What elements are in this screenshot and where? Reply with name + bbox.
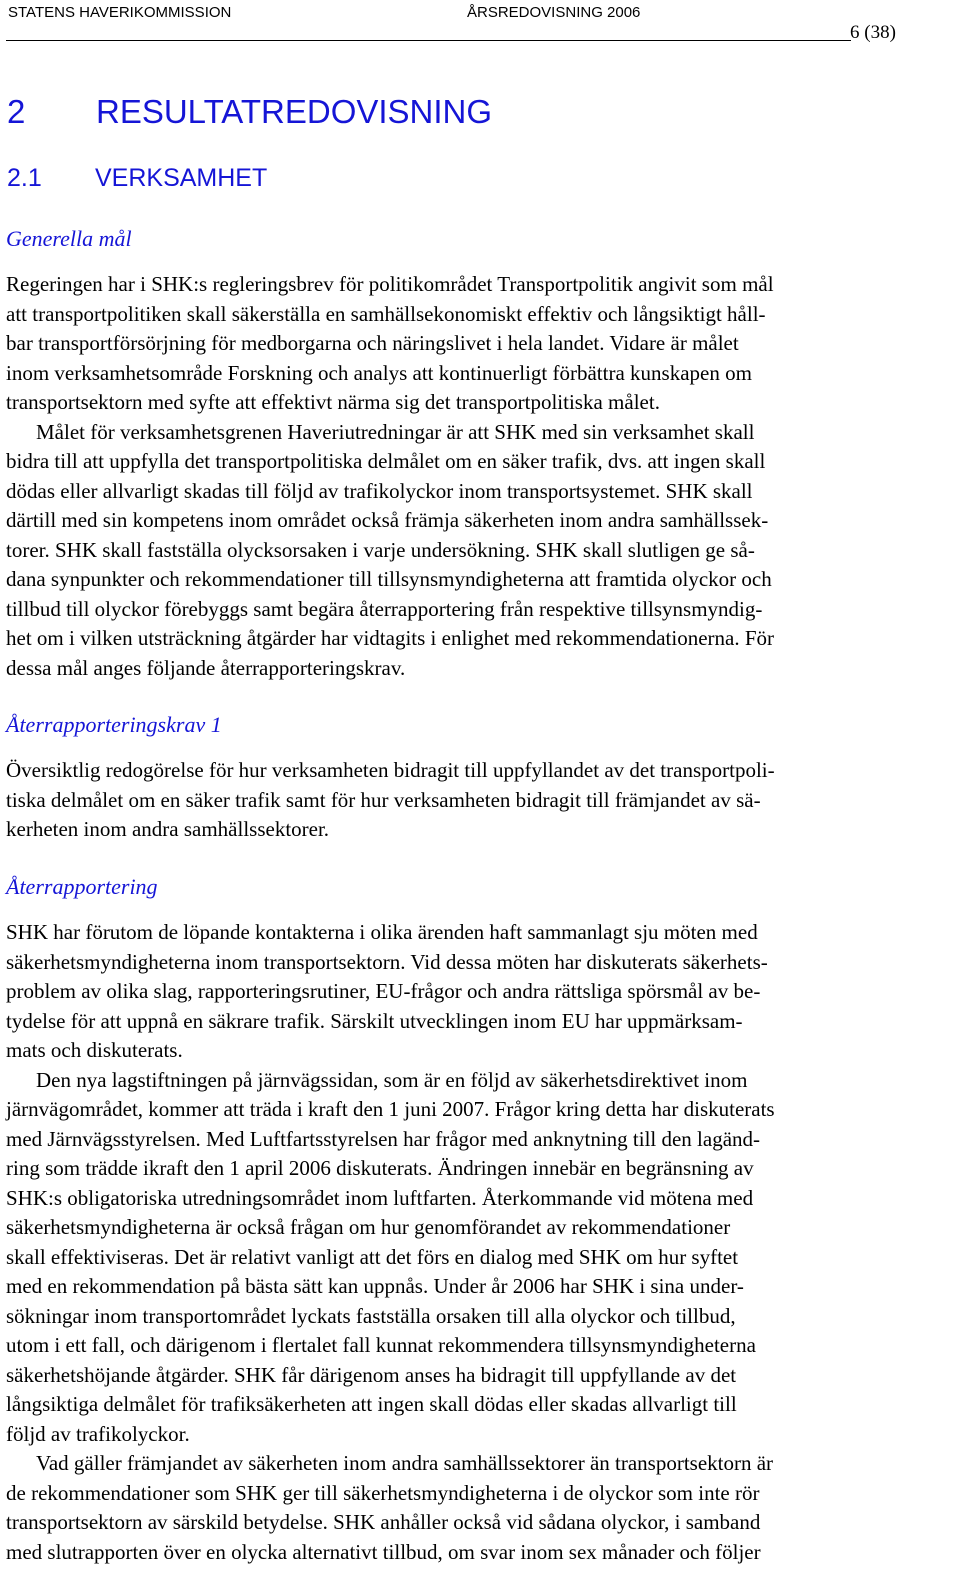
subheading-krav-1: Återrapporteringskrav 1: [6, 712, 222, 737]
paragraph-generella-mal: [6, 270, 946, 683]
text-line: SHK:s obligatoriska utredningsområdet inom luftfarten. Återkommande vid mötena med: [6, 1185, 754, 1210]
text-line: med en rekommendation på bästa sätt kan uppnås. Under år 2006 har SHK i sina under-: [6, 1274, 744, 1298]
text-line: tydelse för att uppnå en säkrare trafik. Särskilt utvecklingen inom EU har uppmärksam-: [6, 1008, 743, 1033]
text-line: att transportpolitiken skall säkerställa en samhällsekonomiskt effektiv och långsiktigt håll-: [6, 301, 766, 326]
header-rule: [6, 40, 851, 41]
text-line: Översiktlig redogörelse för hur verksamheten bidragit till uppfyllandet av det transportpoli-: [6, 758, 775, 782]
text-line: torer. SHK skall fastställa olycksorsaken i varje undersökning. SHK skall slutligen ge så-: [6, 537, 755, 562]
paragraph-aterrapportering: [6, 918, 946, 1567]
text-line: följd av trafikolyckor.: [6, 1421, 190, 1446]
page-number: 6 (38): [850, 22, 896, 43]
text-line: problem av olika slag, rapporteringsrutiner, EU-frågor och andra rättsliga spörsmål av be-: [6, 979, 761, 1003]
text-line: dessa mål anges följande återrapporteringskrav.: [6, 655, 406, 680]
text-line: tiska delmålet om en säker trafik samt för hur verksamheten bidragit till främjandet av sä-: [6, 787, 761, 812]
text-line: kerheten inom andra samhällssektorer.: [6, 817, 330, 841]
heading-1-number: 2: [7, 93, 26, 130]
text-line: het om i vilken utsträckning åtgärder har vidtagits i enlighet med rekommendationerna. För: [6, 626, 775, 650]
text-line: med Järnvägsstyrelsen. Med Luftfartsstyrelsen har frågor med anknytning till den lagänd-: [6, 1126, 761, 1151]
text-line: säkerhetsmyndigheterna inom transportsektorn. Vid dessa möten har diskuterats säkerhets-: [6, 949, 768, 974]
text-line: transportsektorn av särskild betydelse. SHK anhåller också vid sådana olyckor, i samband: [6, 1510, 761, 1534]
header-report-title: ÅRSREDOVISNING 2006: [467, 4, 641, 21]
text-line: de rekommendationer som SHK ger till säkerhetsmyndigheterna i de olyckor som inte rör: [6, 1480, 760, 1505]
text-line: Vad gäller främjandet av säkerheten inom andra samhällssektorer än transportsektorn är: [36, 1451, 774, 1475]
text-line: skall effektiviseras. Det är relativt vanligt att det förs en dialog med SHK om hur syftet: [6, 1244, 739, 1269]
text-line: transportsektorn med syfte att effektivt närma sig det transportpolitiska målet.: [6, 390, 660, 414]
heading-2: [7, 164, 267, 193]
text-line: sökningar inom transportområdet lyckats fastställa orsaken till alla olyckor och tillbud,: [6, 1303, 736, 1328]
text-line: tillbud till olyckor förebyggs samt begära återrapportering från respektive tillsynsmyndig-: [6, 596, 763, 621]
text-line: Målet för verksamhetsgrenen Haveriutredningar är att SHK med sin verksamhet skall: [36, 419, 755, 444]
heading-2-number: 2.1: [7, 164, 42, 192]
text-line: inom verksamhetsområde Forskning och analys att kontinuerligt förbättra kunskapen om: [6, 360, 752, 385]
text-line: dödas eller allvarligt skadas till följd av trafikolyckor inom transportsystemet. SHK skall: [6, 478, 753, 503]
text-line: järnvägområdet, kommer att träda i kraft den 1 juni 2007. Frågor kring detta har diskuterats: [6, 1097, 775, 1121]
text-line: Den nya lagstiftningen på järnvägssidan, som är en följd av säkerhetsdirektivet inom: [36, 1067, 748, 1092]
text-line: därtill med sin kompetens inom området också främja säkerheten inom andra samhällssek-: [6, 508, 769, 532]
text-line: säkerhetsmyndigheterna är också frågan om hur genomförandet av rekommendationer: [6, 1215, 731, 1239]
page-header: [8, 4, 952, 24]
paragraph-krav-1: [6, 756, 946, 845]
text-line: med slutrapporten över en olycka alternativt tillbud, om svar inom sex månader och följer: [6, 1539, 761, 1564]
text-line: ring som trädde ikraft den 1 april 2006 diskuterats. Ändringen innebär en begränsning av: [6, 1156, 754, 1180]
subheading-aterrapportering: Återrapportering: [6, 874, 158, 899]
text-line: utom i ett fall, och därigenom i flertalet fall kunnat rekommendera tillsynsmyndigheterna: [6, 1333, 756, 1357]
heading-2-text: VERKSAMHET: [95, 164, 268, 192]
text-line: dana synpunkter och rekommendationer till tillsynsmyndigheterna att framtida olyckor och: [6, 567, 772, 591]
text-line: mats och diskuterats.: [6, 1038, 183, 1062]
heading-1: [7, 93, 492, 131]
subheading-generella-mal: Generella mål: [6, 226, 132, 251]
text-line: Regeringen har i SHK:s regleringsbrev för politikområdet Transportpolitik angivit som mål: [6, 272, 774, 296]
text-line: SHK har förutom de löpande kontakterna i olika ärenden haft sammanlagt sju möten med: [6, 920, 758, 944]
text-line: bar transportförsörjning för medborgarna och näringslivet i hela landet. Vidare är målet: [6, 331, 739, 355]
text-line: långsiktiga delmålet för trafiksäkerheten att ingen skall dödas eller skadas allvarligt till: [6, 1392, 737, 1416]
text-line: säkerhetshöjande åtgärder. SHK får därigenom anses ha bidragit till uppfyllande av det: [6, 1362, 737, 1387]
text-line: bidra till att uppfylla det transportpolitiska delmålet om en säker trafik, dvs. att ingen skall: [6, 449, 766, 473]
heading-1-text: RESULTATREDOVISNING: [96, 93, 493, 130]
header-organization: STATENS HAVERIKOMMISSION: [8, 4, 232, 21]
